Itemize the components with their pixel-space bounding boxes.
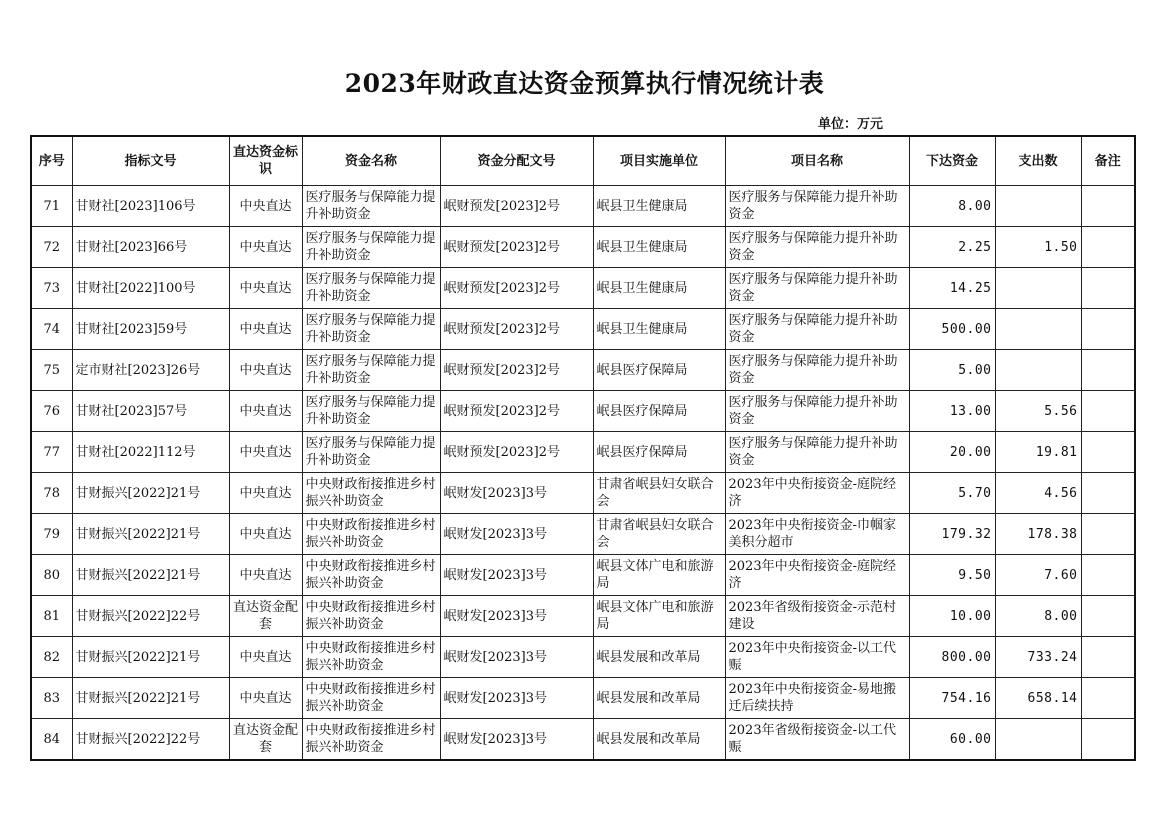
- cell-fund: 中央财政衔接推进乡村振兴补助资金: [302, 719, 440, 761]
- cell-amount: 500.00: [909, 309, 995, 350]
- header-alloc: 资金分配文号: [440, 136, 593, 186]
- cell-flag: 中央直达: [229, 186, 302, 227]
- cell-no: 84: [31, 719, 72, 761]
- cell-doc: 甘财振兴[2022]21号: [72, 637, 229, 678]
- table-row: [31, 596, 1135, 637]
- cell-note: [1081, 473, 1135, 514]
- cell-spent: 19.81: [995, 432, 1081, 473]
- cell-flag: 中央直达: [229, 514, 302, 555]
- cell-project: 医疗服务与保障能力提升补助资金: [725, 227, 909, 268]
- cell-fund: 中央财政衔接推进乡村振兴补助资金: [302, 514, 440, 555]
- cell-unit: 岷县卫生健康局: [593, 227, 725, 268]
- table-row: [31, 555, 1135, 596]
- cell-alloc: 岷财发[2023]3号: [440, 637, 593, 678]
- cell-note: [1081, 391, 1135, 432]
- cell-unit: 岷县医疗保障局: [593, 350, 725, 391]
- cell-note: [1081, 555, 1135, 596]
- header-no: 序号: [31, 136, 72, 186]
- cell-doc: 甘财振兴[2022]21号: [72, 678, 229, 719]
- cell-unit: 岷县发展和改革局: [593, 719, 725, 761]
- cell-doc: 甘财振兴[2022]22号: [72, 719, 229, 761]
- cell-doc: 定市财社[2023]26号: [72, 350, 229, 391]
- cell-unit: 甘肃省岷县妇女联合会: [593, 473, 725, 514]
- cell-amount: 8.00: [909, 186, 995, 227]
- cell-spent: 658.14: [995, 678, 1081, 719]
- cell-no: 80: [31, 555, 72, 596]
- cell-unit: 岷县医疗保障局: [593, 391, 725, 432]
- cell-alloc: 岷财发[2023]3号: [440, 719, 593, 761]
- cell-spent: 733.24: [995, 637, 1081, 678]
- cell-alloc: 岷财预发[2023]2号: [440, 309, 593, 350]
- cell-note: [1081, 637, 1135, 678]
- table-row: [31, 309, 1135, 350]
- cell-spent: 7.60: [995, 555, 1081, 596]
- cell-flag: 中央直达: [229, 432, 302, 473]
- cell-flag: 中央直达: [229, 309, 302, 350]
- cell-flag: 中央直达: [229, 637, 302, 678]
- header-doc: 指标文号: [72, 136, 229, 186]
- cell-alloc: 岷财预发[2023]2号: [440, 227, 593, 268]
- cell-fund: 医疗服务与保障能力提升补助资金: [302, 432, 440, 473]
- cell-alloc: 岷财发[2023]3号: [440, 678, 593, 719]
- cell-amount: 14.25: [909, 268, 995, 309]
- cell-project: 2023年省级衔接资金-以工代赈: [725, 719, 909, 761]
- cell-no: 75: [31, 350, 72, 391]
- cell-note: [1081, 309, 1135, 350]
- table-row: [31, 227, 1135, 268]
- cell-project: 2023年省级衔接资金-示范村建设: [725, 596, 909, 637]
- cell-spent: [995, 350, 1081, 391]
- page-title: 2023年财政直达资金预算执行情况统计表: [344, 69, 825, 98]
- table-row: [31, 350, 1135, 391]
- cell-doc: 甘财社[2023]66号: [72, 227, 229, 268]
- cell-amount: 10.00: [909, 596, 995, 637]
- cell-amount: 60.00: [909, 719, 995, 761]
- table-row: [31, 391, 1135, 432]
- cell-amount: 9.50: [909, 555, 995, 596]
- cell-project: 医疗服务与保障能力提升补助资金: [725, 268, 909, 309]
- cell-unit: 岷县卫生健康局: [593, 186, 725, 227]
- cell-fund: 医疗服务与保障能力提升补助资金: [302, 186, 440, 227]
- cell-unit: 岷县卫生健康局: [593, 309, 725, 350]
- cell-note: [1081, 596, 1135, 637]
- cell-fund: 中央财政衔接推进乡村振兴补助资金: [302, 678, 440, 719]
- cell-unit: 岷县发展和改革局: [593, 637, 725, 678]
- table-row: [31, 473, 1135, 514]
- header-spent: 支出数: [995, 136, 1081, 186]
- cell-project: 医疗服务与保障能力提升补助资金: [725, 350, 909, 391]
- cell-flag: 中央直达: [229, 473, 302, 514]
- cell-spent: [995, 309, 1081, 350]
- table-row: [31, 719, 1135, 761]
- cell-fund: 医疗服务与保障能力提升补助资金: [302, 227, 440, 268]
- cell-no: 76: [31, 391, 72, 432]
- cell-flag: 中央直达: [229, 268, 302, 309]
- cell-unit: 岷县发展和改革局: [593, 678, 725, 719]
- cell-note: [1081, 186, 1135, 227]
- table-row: [31, 678, 1135, 719]
- cell-note: [1081, 514, 1135, 555]
- cell-project: 医疗服务与保障能力提升补助资金: [725, 186, 909, 227]
- cell-note: [1081, 268, 1135, 309]
- cell-note: [1081, 719, 1135, 761]
- cell-alloc: 岷财预发[2023]2号: [440, 432, 593, 473]
- cell-note: [1081, 350, 1135, 391]
- cell-amount: 13.00: [909, 391, 995, 432]
- cell-unit: 岷县医疗保障局: [593, 432, 725, 473]
- cell-no: 77: [31, 432, 72, 473]
- cell-fund: 医疗服务与保障能力提升补助资金: [302, 268, 440, 309]
- cell-doc: 甘财振兴[2022]21号: [72, 555, 229, 596]
- header-amount: 下达资金: [909, 136, 995, 186]
- cell-project: 医疗服务与保障能力提升补助资金: [725, 391, 909, 432]
- header-row: [31, 136, 1135, 186]
- cell-flag: 中央直达: [229, 391, 302, 432]
- cell-flag: 中央直达: [229, 555, 302, 596]
- cell-doc: 甘财振兴[2022]21号: [72, 514, 229, 555]
- table-row: [31, 637, 1135, 678]
- cell-no: 74: [31, 309, 72, 350]
- cell-no: 83: [31, 678, 72, 719]
- table-row: [31, 186, 1135, 227]
- cell-spent: 5.56: [995, 391, 1081, 432]
- cell-amount: 20.00: [909, 432, 995, 473]
- header-flag: 直达资金标识: [229, 136, 302, 186]
- cell-alloc: 岷财预发[2023]2号: [440, 186, 593, 227]
- cell-fund: 中央财政衔接推进乡村振兴补助资金: [302, 596, 440, 637]
- unit-label: 单位：万元: [818, 117, 884, 132]
- cell-unit: 甘肃省岷县妇女联合会: [593, 514, 725, 555]
- cell-alloc: 岷财发[2023]3号: [440, 596, 593, 637]
- cell-no: 73: [31, 268, 72, 309]
- cell-amount: 5.00: [909, 350, 995, 391]
- cell-project: 2023年中央衔接资金-庭院经济: [725, 473, 909, 514]
- cell-no: 81: [31, 596, 72, 637]
- cell-amount: 2.25: [909, 227, 995, 268]
- budget-table: [30, 135, 1136, 761]
- cell-no: 71: [31, 186, 72, 227]
- cell-spent: 8.00: [995, 596, 1081, 637]
- cell-fund: 医疗服务与保障能力提升补助资金: [302, 350, 440, 391]
- cell-no: 72: [31, 227, 72, 268]
- cell-project: 2023年中央衔接资金-巾帼家美积分超市: [725, 514, 909, 555]
- header-fund: 资金名称: [302, 136, 440, 186]
- cell-alloc: 岷财预发[2023]2号: [440, 391, 593, 432]
- cell-spent: 1.50: [995, 227, 1081, 268]
- cell-fund: 医疗服务与保障能力提升补助资金: [302, 309, 440, 350]
- cell-doc: 甘财社[2023]57号: [72, 391, 229, 432]
- cell-note: [1081, 227, 1135, 268]
- cell-unit: 岷县卫生健康局: [593, 268, 725, 309]
- cell-flag: 中央直达: [229, 350, 302, 391]
- cell-spent: 4.56: [995, 473, 1081, 514]
- header-project: 项目名称: [725, 136, 909, 186]
- cell-project: 医疗服务与保障能力提升补助资金: [725, 432, 909, 473]
- cell-amount: 5.70: [909, 473, 995, 514]
- cell-spent: [995, 268, 1081, 309]
- cell-doc: 甘财振兴[2022]22号: [72, 596, 229, 637]
- cell-amount: 754.16: [909, 678, 995, 719]
- cell-alloc: 岷财预发[2023]2号: [440, 268, 593, 309]
- cell-fund: 医疗服务与保障能力提升补助资金: [302, 391, 440, 432]
- cell-spent: [995, 186, 1081, 227]
- header-note: 备注: [1081, 136, 1135, 186]
- cell-alloc: 岷财发[2023]3号: [440, 473, 593, 514]
- cell-fund: 中央财政衔接推进乡村振兴补助资金: [302, 473, 440, 514]
- cell-flag: 中央直达: [229, 227, 302, 268]
- cell-spent: [995, 719, 1081, 761]
- cell-doc: 甘财社[2023]106号: [72, 186, 229, 227]
- cell-alloc: 岷财预发[2023]2号: [440, 350, 593, 391]
- header-unit: 项目实施单位: [593, 136, 725, 186]
- cell-unit: 岷县文体广电和旅游局: [593, 555, 725, 596]
- cell-amount: 179.32: [909, 514, 995, 555]
- cell-amount: 800.00: [909, 637, 995, 678]
- cell-project: 医疗服务与保障能力提升补助资金: [725, 309, 909, 350]
- cell-flag: 直达资金配套: [229, 719, 302, 761]
- cell-no: 79: [31, 514, 72, 555]
- cell-doc: 甘财社[2023]59号: [72, 309, 229, 350]
- cell-doc: 甘财振兴[2022]21号: [72, 473, 229, 514]
- cell-project: 2023年中央衔接资金-以工代赈: [725, 637, 909, 678]
- cell-project: 2023年中央衔接资金-易地搬迁后续扶持: [725, 678, 909, 719]
- cell-project: 2023年中央衔接资金-庭院经济: [725, 555, 909, 596]
- cell-note: [1081, 432, 1135, 473]
- table-row: [31, 268, 1135, 309]
- cell-fund: 中央财政衔接推进乡村振兴补助资金: [302, 555, 440, 596]
- cell-no: 82: [31, 637, 72, 678]
- cell-alloc: 岷财发[2023]3号: [440, 555, 593, 596]
- table-row: [31, 514, 1135, 555]
- table-row: [31, 432, 1135, 473]
- cell-note: [1081, 678, 1135, 719]
- cell-flag: 中央直达: [229, 678, 302, 719]
- cell-doc: 甘财社[2022]100号: [72, 268, 229, 309]
- cell-no: 78: [31, 473, 72, 514]
- cell-unit: 岷县文体广电和旅游局: [593, 596, 725, 637]
- cell-fund: 中央财政衔接推进乡村振兴补助资金: [302, 637, 440, 678]
- cell-doc: 甘财社[2022]112号: [72, 432, 229, 473]
- cell-spent: 178.38: [995, 514, 1081, 555]
- cell-alloc: 岷财发[2023]3号: [440, 514, 593, 555]
- cell-flag: 直达资金配套: [229, 596, 302, 637]
